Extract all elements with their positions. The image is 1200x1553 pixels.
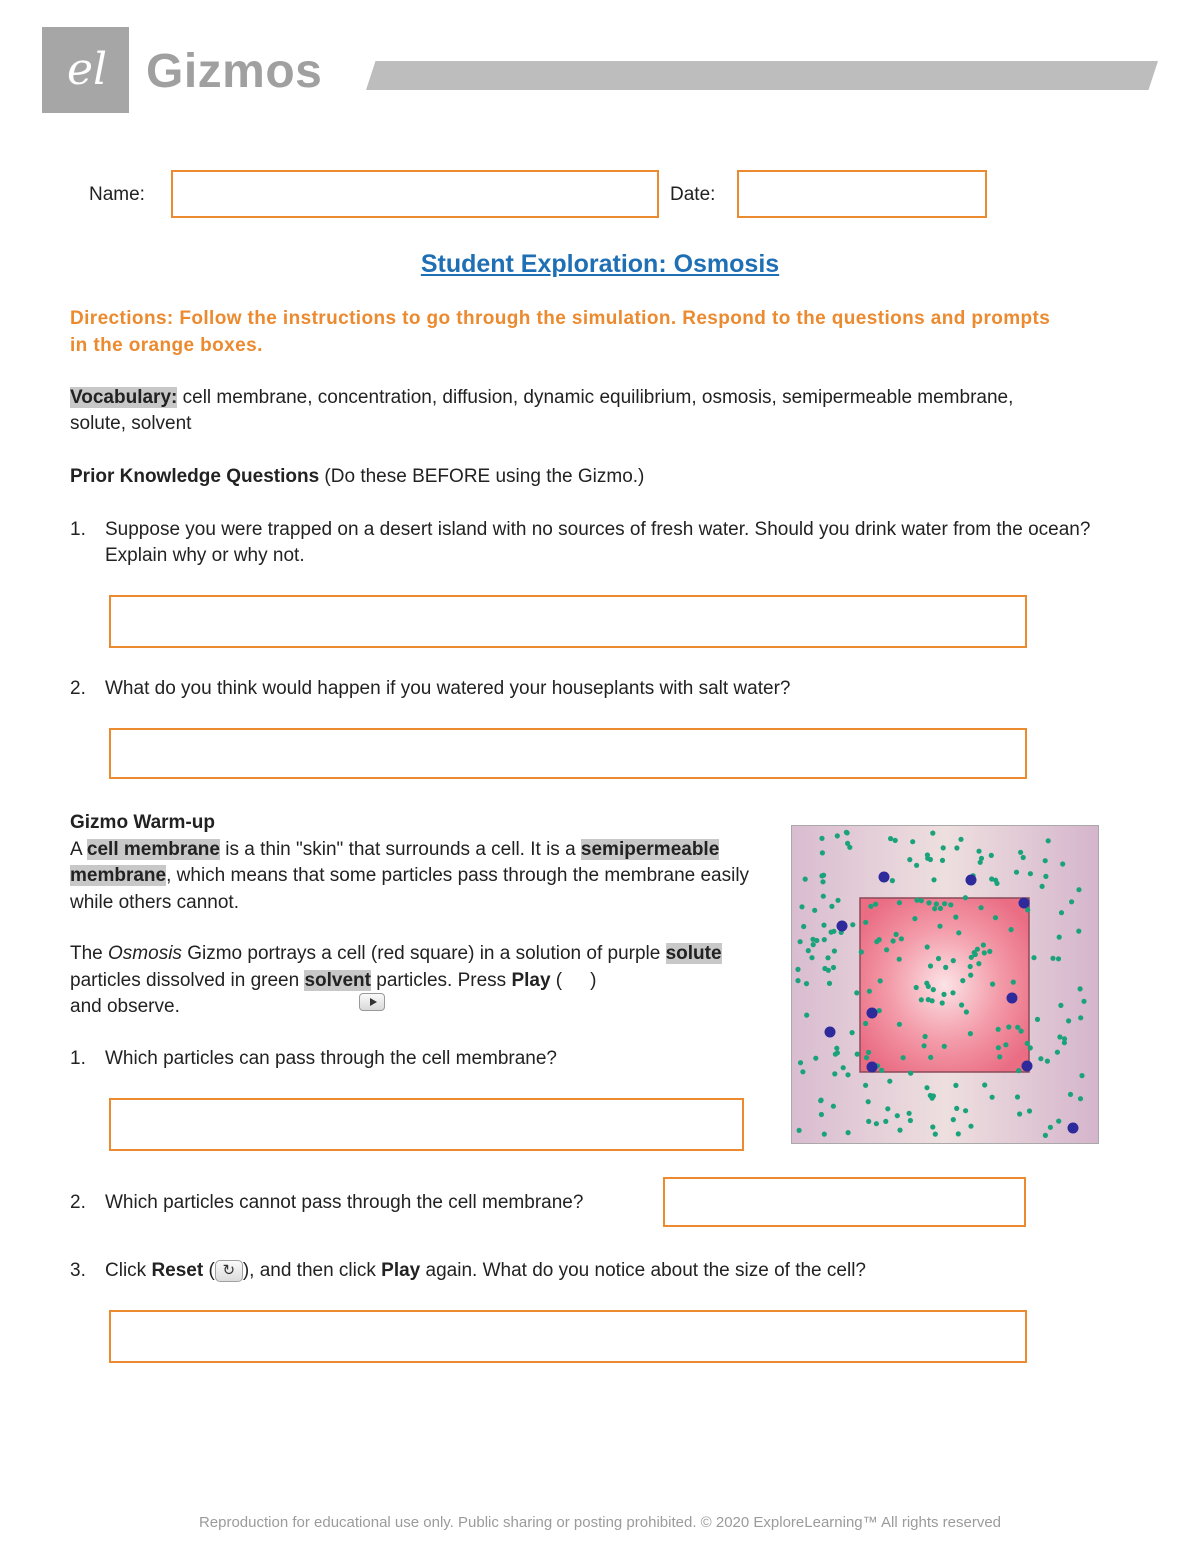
gizmo-name: Osmosis [108, 943, 182, 964]
page-title: Student Exploration: Osmosis [420, 250, 780, 278]
term-solvent: solvent [304, 969, 371, 991]
solvent-particle [979, 905, 984, 910]
solvent-particle [925, 856, 930, 861]
solvent-particle [1038, 1056, 1043, 1061]
solvent-particle [804, 1013, 809, 1018]
solvent-particle [1058, 1003, 1063, 1008]
solvent-particle [831, 965, 836, 970]
solvent-particle [804, 981, 809, 986]
solvent-particle [940, 1000, 945, 1005]
solvent-particle [821, 894, 826, 899]
play-word: Play [381, 1260, 421, 1281]
question-number: 1. [70, 1048, 86, 1069]
solute-particle [1007, 993, 1018, 1004]
solvent-particle [820, 850, 825, 855]
prior-question-1 [70, 517, 1130, 577]
osmosis-simulation-image [791, 825, 1099, 1144]
solvent-particle [941, 992, 946, 997]
solvent-particle [982, 1082, 987, 1087]
solvent-particle [897, 957, 902, 962]
solvent-particle [810, 937, 815, 942]
solute-particle [867, 1008, 878, 1019]
solvent-particle [1043, 1133, 1048, 1138]
solvent-particle [1027, 1108, 1032, 1113]
warmup-text: is a thin "skin" that surrounds a cell. It is a [219, 838, 581, 860]
solvent-particle [1017, 1111, 1022, 1116]
solvent-particle [934, 901, 939, 906]
solvent-particle [795, 978, 800, 983]
solvent-particle [928, 1055, 933, 1060]
solvent-particle [820, 879, 825, 884]
solvent-particle [951, 1117, 956, 1122]
solvent-particle [863, 1021, 868, 1026]
solvent-particle [990, 982, 995, 987]
warmup-text: , which means that some particles pass through the membrane easily while others cannot. [70, 865, 750, 913]
solvent-particle [1006, 1024, 1011, 1029]
solvent-particle [819, 873, 824, 878]
solvent-particle [1056, 1119, 1061, 1124]
solvent-particle [925, 944, 930, 949]
solvent-particle [1078, 1096, 1083, 1101]
solvent-particle [832, 1071, 837, 1076]
solvent-particle [959, 1002, 964, 1007]
solvent-particle [942, 1044, 947, 1049]
warmup-text: ) [590, 969, 597, 991]
prior-question-2 [70, 676, 1070, 706]
solvent-particle [942, 901, 947, 906]
solvent-particle [989, 853, 994, 858]
solvent-particle [1057, 1034, 1062, 1039]
solvent-particle [894, 932, 899, 937]
solvent-particle [931, 877, 936, 882]
solvent-particle [1055, 1050, 1060, 1055]
question-text: ), and then click [242, 1260, 382, 1281]
solvent-particle [1028, 1045, 1033, 1050]
solvent-particle [907, 1111, 912, 1116]
solvent-particle [811, 942, 816, 947]
solvent-particle [963, 1108, 968, 1113]
solvent-particle [835, 898, 840, 903]
solvent-particle [996, 1045, 1001, 1050]
solvent-particle [976, 849, 981, 854]
solvent-particle [819, 836, 824, 841]
term-solute: solute [665, 943, 722, 964]
solvent-particle [845, 841, 850, 846]
solvent-particle [835, 1050, 840, 1055]
solvent-particle [890, 878, 895, 883]
warmup-heading: Gizmo Warm-up [70, 812, 215, 833]
solvent-particle [1059, 910, 1064, 915]
warmup-section [70, 810, 750, 916]
solvent-particle [806, 948, 811, 953]
solvent-particle [994, 881, 999, 886]
solvent-particle [932, 906, 937, 911]
solvent-particle [798, 1060, 803, 1065]
solvent-particle [888, 836, 893, 841]
solvent-particle [883, 1119, 888, 1124]
solvent-particle [956, 1131, 961, 1136]
solvent-particle [813, 1056, 818, 1061]
solvent-particle [930, 831, 935, 836]
solvent-particle [1028, 871, 1033, 876]
solvent-particle [937, 924, 942, 929]
solvent-particle [821, 923, 826, 928]
term-cell-membrane: cell membrane [86, 838, 220, 860]
solvent-particle [1031, 955, 1036, 960]
question-text: Which particles can pass through the cell membrane? [105, 1048, 558, 1069]
question-text: Which particles cannot pass through the cell membrane? [105, 1192, 584, 1213]
header-bar [366, 61, 1158, 90]
solvent-particle [829, 904, 834, 909]
solvent-particle [978, 860, 983, 865]
reset-word: Reset [151, 1260, 204, 1281]
solvent-particle [1057, 935, 1062, 940]
solvent-particle [976, 961, 981, 966]
solvent-particle [873, 902, 878, 907]
solvent-particle [834, 1046, 839, 1051]
solvent-particle [897, 900, 902, 905]
warmup-text: The [70, 943, 109, 964]
solvent-particle [954, 1106, 959, 1111]
solvent-particle [997, 1054, 1002, 1059]
solvent-particle [795, 967, 800, 972]
solvent-particle [829, 930, 834, 935]
term-semipermeable-membrane: semipermeable membrane [70, 838, 720, 886]
solvent-particle [893, 838, 898, 843]
solvent-particle [891, 938, 896, 943]
solvent-particle [928, 963, 933, 968]
solvent-particle [1018, 850, 1023, 855]
solvent-particle [800, 1069, 805, 1074]
solvent-particle [924, 1085, 929, 1090]
solvent-particle [1009, 927, 1014, 932]
solvent-particle [1081, 999, 1086, 1004]
solvent-particle [818, 1098, 823, 1103]
solvent-particle [941, 845, 946, 850]
solvent-particle [845, 830, 850, 835]
solvent-particle [981, 942, 986, 947]
answer-box-warmup-1[interactable] [109, 1098, 744, 1151]
solvent-particle [989, 876, 994, 881]
solute-particle [966, 875, 977, 886]
solvent-particle [866, 1050, 871, 1055]
solvent-particle [1050, 956, 1055, 961]
solvent-particle [845, 1072, 850, 1077]
solvent-particle [859, 949, 864, 954]
solvent-particle [919, 997, 924, 1002]
solvent-particle [1016, 1068, 1021, 1073]
solvent-particle [963, 895, 968, 900]
solvent-particle [895, 1113, 900, 1118]
solvent-particle [914, 985, 919, 990]
solvent-particle [825, 955, 830, 960]
question-text: again. What do you notice about the size of the cell? [420, 1260, 866, 1281]
prior-knowledge-heading [70, 464, 1070, 490]
solvent-particle [968, 964, 973, 969]
solvent-particle [954, 845, 959, 850]
play-icon [359, 993, 385, 1011]
solvent-particle [1003, 1042, 1008, 1047]
solvent-particle [1056, 956, 1061, 961]
solvent-particle [1078, 1015, 1083, 1020]
solute-particle [1068, 1123, 1079, 1134]
solvent-particle [899, 936, 904, 941]
name-label: Name: [89, 184, 145, 205]
solvent-particle [855, 1052, 860, 1057]
solvent-particle [956, 930, 961, 935]
solvent-particle [1076, 929, 1081, 934]
question-number: 1. [70, 519, 86, 540]
solvent-particle [1046, 838, 1051, 843]
solvent-particle [943, 965, 948, 970]
warmup-text: A [70, 838, 87, 860]
solvent-particle [931, 987, 936, 992]
prior-note: (Do these BEFORE using the Gizmo.) [319, 466, 645, 487]
warmup-paragraph-2 [70, 941, 750, 1021]
solvent-particle [812, 908, 817, 913]
solvent-particle [968, 1031, 973, 1036]
solvent-particle [948, 902, 953, 907]
solvent-particle [809, 955, 814, 960]
question-text: What do you think would happen if you watered your houseplants with salt water? [105, 678, 791, 699]
question-text: ( [203, 1260, 215, 1281]
vocabulary-terms: cell membrane, concentration, diffusion, dynamic equilibrium, osmosis, semipermeable membrane, solute, solvent [70, 387, 1014, 434]
solvent-particle [832, 948, 837, 953]
solvent-particle [827, 981, 832, 986]
solvent-particle [910, 839, 915, 844]
answer-box-prior-1[interactable] [109, 595, 1027, 648]
solvent-particle [1048, 1125, 1053, 1130]
solvent-particle [1066, 1018, 1071, 1023]
solvent-particle [926, 997, 931, 1002]
solvent-particle [926, 900, 931, 905]
solvent-particle [990, 1095, 995, 1100]
solvent-particle [1015, 1094, 1020, 1099]
solvent-particle [1035, 1017, 1040, 1022]
directions: Directions: Follow the instructions to go through the simulation. Respond to the questions and prompts in the orange boxes. [70, 308, 1051, 356]
solvent-particle [914, 863, 919, 868]
solvent-particle [835, 833, 840, 838]
solvent-particle [799, 904, 804, 909]
solvent-particle [908, 1071, 913, 1076]
solute-particle [1019, 898, 1030, 909]
solvent-particle [822, 1132, 827, 1137]
warmup-text: particles dissolved in green [70, 969, 305, 991]
solvent-particle [803, 877, 808, 882]
solvent-particle [863, 1083, 868, 1088]
solvent-particle [960, 978, 965, 983]
date-label: Date: [670, 184, 716, 205]
solvent-particle [867, 989, 872, 994]
solute-particle [867, 1062, 878, 1073]
answer-box-warmup-2[interactable] [663, 1177, 1026, 1227]
name-field[interactable] [171, 170, 659, 218]
question-number: 2. [70, 678, 86, 699]
solvent-particle [938, 906, 943, 911]
solvent-particle [897, 1022, 902, 1027]
warmup-text: Gizmo portrays a cell (red square) in a solution of purple [181, 943, 666, 964]
solvent-particle [897, 1128, 902, 1133]
solvent-particle [1040, 884, 1045, 889]
question-number: 2. [70, 1192, 86, 1213]
solvent-particle [1011, 980, 1016, 985]
solvent-particle [1045, 1059, 1050, 1064]
solvent-particle [1079, 1073, 1084, 1078]
solvent-particle [1068, 1092, 1073, 1097]
solvent-particle [907, 857, 912, 862]
solvent-particle [866, 1119, 871, 1124]
solvent-particle [863, 920, 868, 925]
solvent-particle [850, 922, 855, 927]
solvent-particle [819, 1112, 824, 1117]
solvent-particle [798, 939, 803, 944]
solvent-particle [996, 1027, 1001, 1032]
solvent-particle [854, 990, 859, 995]
solute-particle [837, 921, 848, 932]
play-word: Play [511, 969, 551, 991]
solvent-particle [1025, 1041, 1030, 1046]
solvent-particle [931, 1093, 936, 1098]
vocabulary-label: Vocabulary: [70, 387, 178, 408]
solute-particle [825, 1027, 836, 1038]
solvent-particle [1078, 986, 1083, 991]
solute-particle [879, 872, 890, 883]
question-text: Suppose you were trapped on a desert island with no sources of fresh water. Should you drink water from the ocean? Explain why or why not. [105, 519, 1091, 566]
solvent-particle [822, 966, 827, 971]
solvent-particle [987, 949, 992, 954]
solvent-particle [923, 1034, 928, 1039]
solvent-particle [879, 1068, 884, 1073]
solvent-particle [982, 950, 987, 955]
solvent-particle [908, 1118, 913, 1123]
solvent-particle [877, 937, 882, 942]
solvent-particle [846, 1130, 851, 1135]
question-text: Click [105, 1260, 152, 1281]
solvent-particle [850, 1030, 855, 1035]
solvent-particle [936, 956, 941, 961]
gizmos-brand: Gizmos [146, 45, 323, 98]
solvent-particle [993, 915, 998, 920]
solvent-particle [1043, 858, 1048, 863]
prior-heading-text: Prior Knowledge Questions [70, 466, 320, 487]
solute-particle [1022, 1061, 1033, 1072]
solvent-particle [1076, 887, 1081, 892]
solvent-particle [884, 947, 889, 952]
solvent-particle [968, 973, 973, 978]
solvent-particle [951, 958, 956, 963]
solvent-particle [801, 924, 806, 929]
solvent-particle [975, 947, 980, 952]
warmup-text: and observe. [70, 996, 180, 1017]
solvent-particle [874, 1121, 879, 1126]
date-field[interactable] [737, 170, 987, 218]
solvent-particle [968, 1124, 973, 1129]
solvent-particle [950, 990, 955, 995]
solvent-particle [885, 1106, 890, 1111]
solvent-particle [953, 915, 958, 920]
solvent-particle [919, 898, 924, 903]
solvent-particle [1021, 855, 1026, 860]
warmup-text: ( [550, 969, 563, 991]
answer-box-warmup-3[interactable] [109, 1310, 1027, 1363]
solvent-particle [1069, 899, 1074, 904]
footer-copyright: Reproduction for educational use only. Public sharing or posting prohibited. © 2020 ExploreLearning™ All rights reserved [198, 1514, 1002, 1531]
solvent-particle [841, 1065, 846, 1070]
solvent-particle [864, 1055, 869, 1060]
solvent-particle [831, 1104, 836, 1109]
solvent-particle [901, 1055, 906, 1060]
reset-icon: ↻ [215, 1260, 243, 1282]
solvent-particle [1060, 861, 1065, 866]
el-logo-icon: el [66, 44, 108, 95]
solvent-particle [933, 1132, 938, 1137]
solvent-particle [1043, 874, 1048, 879]
solvent-particle [912, 916, 917, 921]
question-number: 3. [70, 1260, 86, 1281]
solvent-particle [922, 1043, 927, 1048]
warmup-text: particles. Press [371, 969, 512, 991]
solvent-particle [868, 904, 873, 909]
solvent-particle [958, 837, 963, 842]
solvent-particle [1062, 1040, 1067, 1045]
solvent-particle [797, 1128, 802, 1133]
solvent-particle [1014, 870, 1019, 875]
solvent-particle [953, 1083, 958, 1088]
solvent-particle [866, 1099, 871, 1104]
solvent-particle [930, 1124, 935, 1129]
solvent-particle [822, 937, 827, 942]
vocabulary [70, 385, 1060, 437]
solvent-particle [887, 1079, 892, 1084]
solvent-particle [924, 981, 929, 986]
answer-box-prior-2[interactable] [109, 728, 1027, 779]
solvent-particle [878, 978, 883, 983]
osmosis-simulation-graphic [792, 826, 1098, 1143]
solvent-particle [964, 1009, 969, 1014]
solvent-particle [940, 858, 945, 863]
solvent-particle [1015, 1025, 1020, 1030]
